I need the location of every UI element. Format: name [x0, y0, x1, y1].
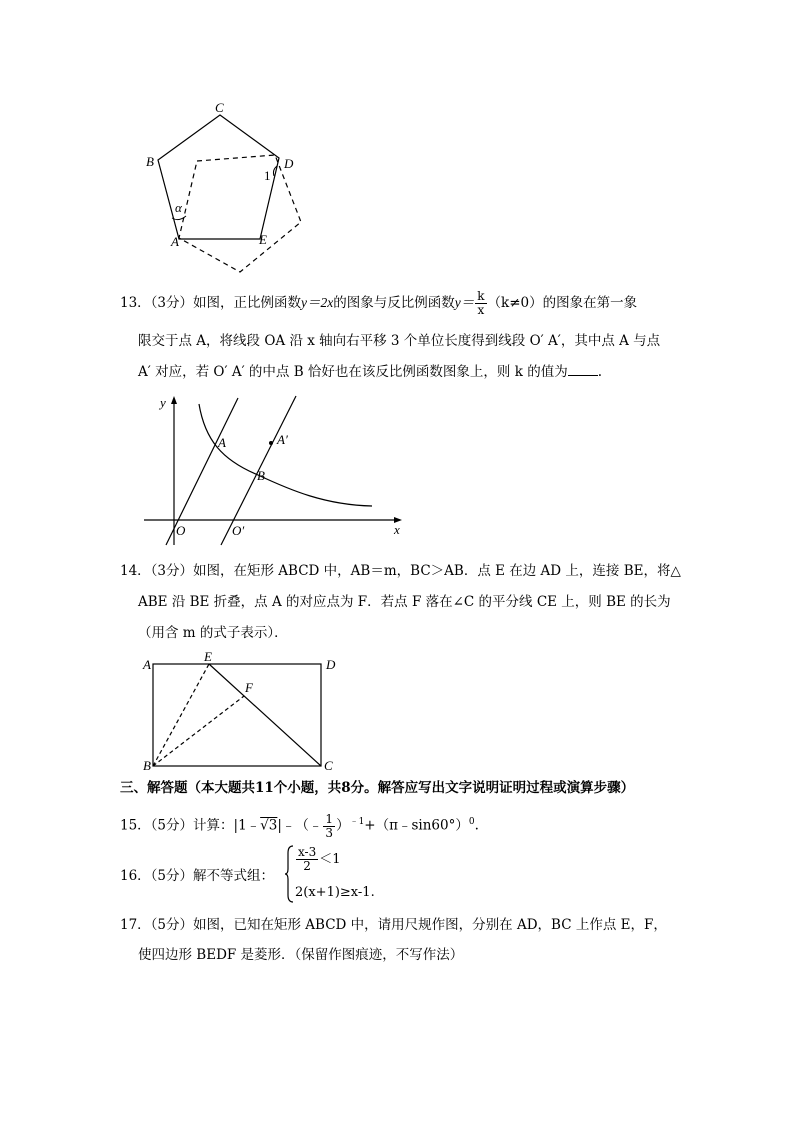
- q13-line1: 13．（3分）如图，正比例函数y＝2x的图象与反比例函数y＝ $\frac{k}{x}$ （k≠0）的图象在第一象: [120, 289, 638, 317]
- graph-label-b: B: [257, 468, 265, 483]
- q13-answer-blank[interactable]: [568, 363, 598, 376]
- rectangle-figure: [140, 650, 340, 774]
- rect-label-b: B: [143, 758, 151, 773]
- q14-line1: 14．（3分）如图，在矩形 ABCD 中，AB＝m，BC＞AB．点 E 在边 AD 上，连接 BE，将△: [120, 563, 681, 579]
- q16-prefix: 16．（5分）解不等式组：: [120, 868, 275, 884]
- rect-label-c: C: [324, 758, 333, 773]
- section-3-heading: 三、解答题（本大题共11个小题，共8分。解答应写出文字说明证明过程或演算步骤）: [120, 780, 635, 796]
- rect-label-e: E: [204, 649, 212, 664]
- graph-label-y: y: [160, 395, 166, 410]
- q16-inequality-2: 2(x+1)≥x-1.: [295, 885, 375, 900]
- q16-brace: [284, 845, 294, 903]
- q13-line2: 限交于点 A，将线段 OA 沿 x 轴向右平移 3 个单位长度得到线段 O′ A′，其中点 A 与点: [138, 333, 661, 349]
- q13-fraction: $\frac{k}{x}$: [477, 289, 485, 317]
- q15-fraction: $\frac{1}{3}$: [325, 811, 334, 840]
- rect-label-f: F: [245, 680, 253, 695]
- pentagon-label-a: A: [171, 234, 179, 249]
- graph-label-a: A: [218, 435, 226, 450]
- q16-inequality-1: $\frac{x-3}{2}$ ＜1: [298, 845, 341, 873]
- pentagon-label-angle-1: 1: [264, 168, 271, 183]
- pentagon-label-alpha: α: [175, 200, 182, 215]
- graph-label-o-prime: O′: [232, 523, 245, 538]
- graph-label-x: x: [394, 522, 400, 537]
- rect-label-d: D: [326, 657, 336, 672]
- rect-label-a: A: [143, 657, 151, 672]
- pentagon-dashed: [179, 155, 301, 272]
- q17-line2: 使四边形 BEDF 是菱形．（保留作图痕迹，不写作法）: [138, 947, 464, 963]
- pentagon-label-e: E: [259, 232, 267, 247]
- q13-line3: A′ 对应，若 O′ A′ 的中点 B 恰好也在该反比例函数图象上，则 k 的值为 .: [138, 364, 602, 380]
- pentagon-figure: [140, 100, 320, 280]
- q15-line: 15．（5分）计算：|1﹣√3|﹣（﹣ $\frac{1}{3}$ ）$^{﹣1}$+（π﹣sin60°）$^0$.: [120, 811, 479, 840]
- q14-line3: （用含 m 的式子表示）．: [138, 625, 288, 641]
- pentagon-label-d: D: [284, 156, 294, 171]
- pentagon-solid: [158, 115, 279, 239]
- graph-label-o: O: [176, 523, 186, 538]
- pentagon-label-b: B: [146, 154, 154, 169]
- graph-label-a-prime: A′: [277, 432, 288, 447]
- pentagon-label-c: C: [215, 100, 224, 115]
- q17-line1: 17．（5分）如图，已知在矩形 ABCD 中，请用尺规作图，分别在 AD，BC 上作点 E，F，: [120, 917, 667, 933]
- coordinate-graph-figure: [140, 392, 410, 544]
- q14-line2: ABE 沿 BE 折叠，点 A 的对应点为 F．若点 F 落在∠C 的平分线 CE 上，则 BE 的长为: [138, 594, 671, 610]
- sqrt-three: √3: [260, 817, 278, 834]
